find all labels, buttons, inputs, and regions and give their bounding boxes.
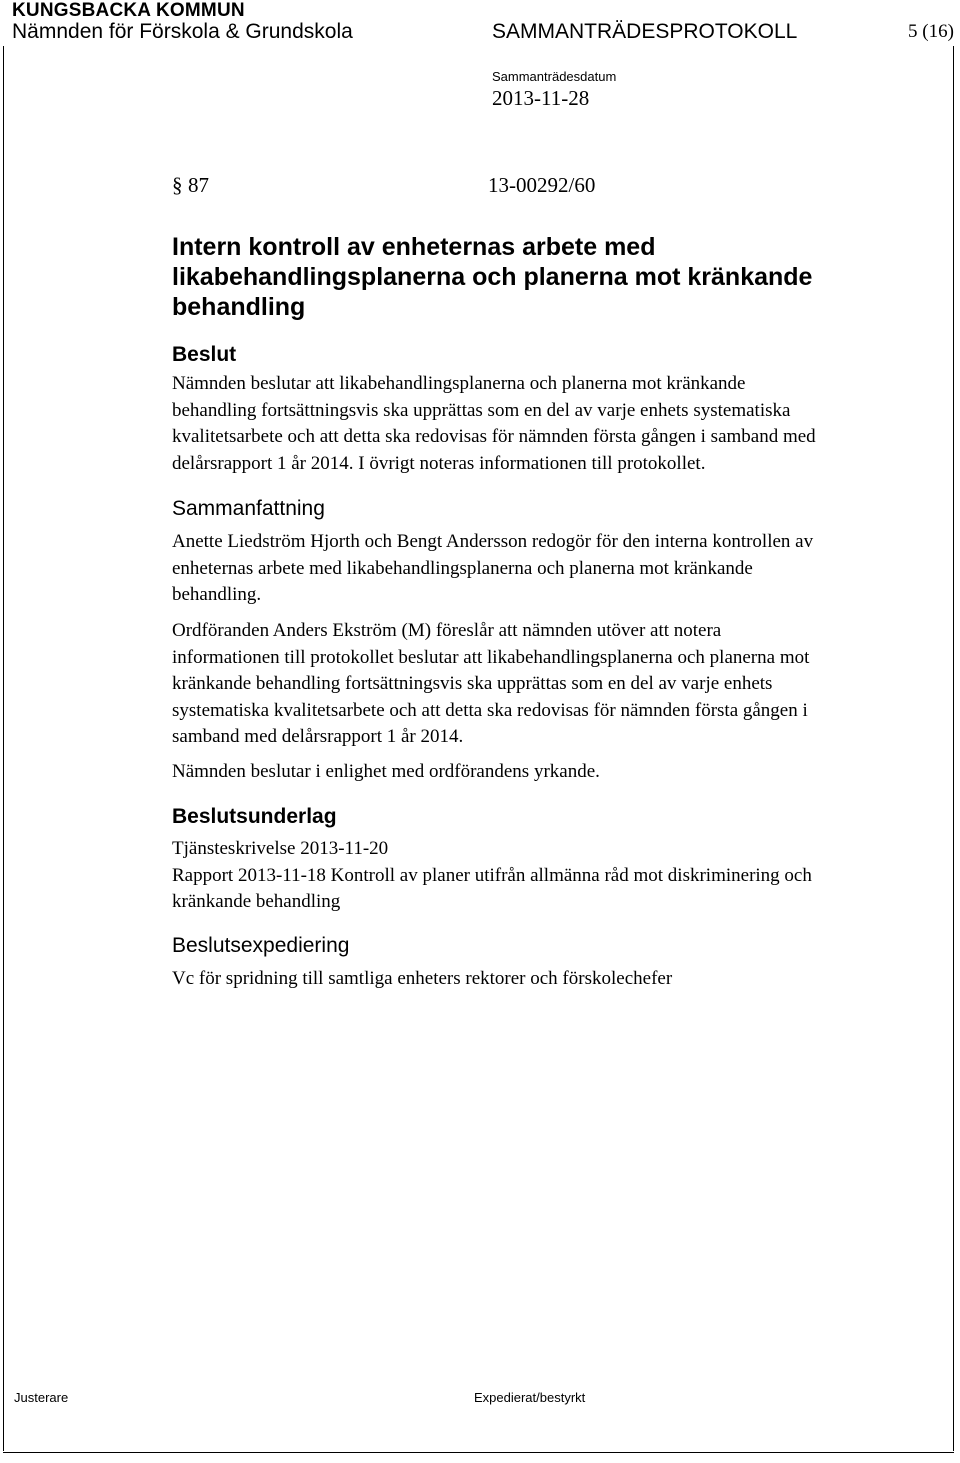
text-line: Nämnden beslutar i enlighet med ordförandens yrkande. xyxy=(172,761,600,782)
text-line: informationen till protokollet beslutar att likabehandlingsplanerna och planerna mot xyxy=(172,646,810,668)
text-line: Vc för spridning till samtliga enheters rektorer och förskolechefer xyxy=(172,968,673,989)
item-title-line: behandling xyxy=(172,293,306,321)
right-border-rule xyxy=(953,46,954,1451)
text-line: Rapport 2013-11-18 Kontroll av planer utifrån allmänna råd mot diskriminering och xyxy=(172,864,812,886)
beslutsunderlag-text xyxy=(172,836,942,916)
text-line: kvalitetsarbete och att detta ska redovisas för nämnden första gången i samband med xyxy=(172,426,816,447)
text-line: Ordföranden Anders Ekström (M) föreslår att nämnden utöver att notera xyxy=(172,620,722,641)
sammanfattning-paragraph-2 xyxy=(172,618,942,751)
text-line: kränkande behandling xyxy=(172,891,341,912)
footer-rule xyxy=(3,1452,954,1453)
committee-name: Nämnden för Förskola & Grundskola xyxy=(12,20,353,43)
meeting-date-label: Sammanträdesdatum xyxy=(492,69,617,84)
text-line: behandling. xyxy=(172,584,262,605)
left-border-rule xyxy=(3,46,4,1451)
page-number: 5 (16) xyxy=(908,21,954,42)
text-line: behandling fortsättningsvis ska upprättas som en del av varje enhets systematiska xyxy=(172,399,791,421)
text-line: kränkande behandling fortsättningsvis ska upprättas som en del av varje enhets xyxy=(172,673,773,694)
text-line: delårsrapport 1 år 2014. I övrigt noteras informationen till protokollet. xyxy=(172,452,706,474)
document-type: SAMMANTRÄDESPROTOKOLL xyxy=(492,20,798,43)
beslut-heading: Beslut xyxy=(172,343,237,366)
sammanfattning-heading: Sammanfattning xyxy=(172,497,325,520)
organization-name: KUNGSBACKA KOMMUN xyxy=(12,0,245,21)
section-number: 87 xyxy=(188,173,209,197)
section-sign: § xyxy=(172,173,183,197)
meeting-date: 2013-11-28 xyxy=(492,86,590,110)
sammanfattning-paragraph-3 xyxy=(172,759,942,786)
footer-justerare-label: Justerare xyxy=(14,1390,69,1405)
text-line: Tjänsteskrivelse 2013-11-20 xyxy=(172,838,389,859)
beslutsexpediering-text xyxy=(172,966,942,993)
beslutsexpediering-heading: Beslutsexpediering xyxy=(172,934,350,957)
case-number: 13-00292/60 xyxy=(488,173,596,197)
item-title xyxy=(172,232,892,322)
text-line: systematiska kvalitetsarbete och att detta ska redovisas för nämnden första gången i xyxy=(172,699,808,721)
item-title-line: Intern kontroll av enheternas arbete med xyxy=(172,233,656,261)
beslutsunderlag-heading: Beslutsunderlag xyxy=(172,805,337,828)
item-title-line: likabehandlingsplanerna och planerna mot kränkande xyxy=(172,263,813,291)
text-line: Nämnden beslutar att likabehandlingsplanerna och planerna mot kränkande xyxy=(172,373,746,394)
beslut-text xyxy=(172,371,942,477)
sammanfattning-paragraph-1 xyxy=(172,529,942,609)
text-line: samband med delårsrapport 1 år 2014. xyxy=(172,726,464,747)
text-line: enheternas arbete med likabehandlingsplanerna och planerna mot kränkande xyxy=(172,557,753,579)
text-line: Anette Liedström Hjorth och Bengt Andersson redogör för den interna kontrollen av xyxy=(172,531,814,552)
footer-expedierat-label: Expedierat/bestyrkt xyxy=(474,1390,586,1405)
